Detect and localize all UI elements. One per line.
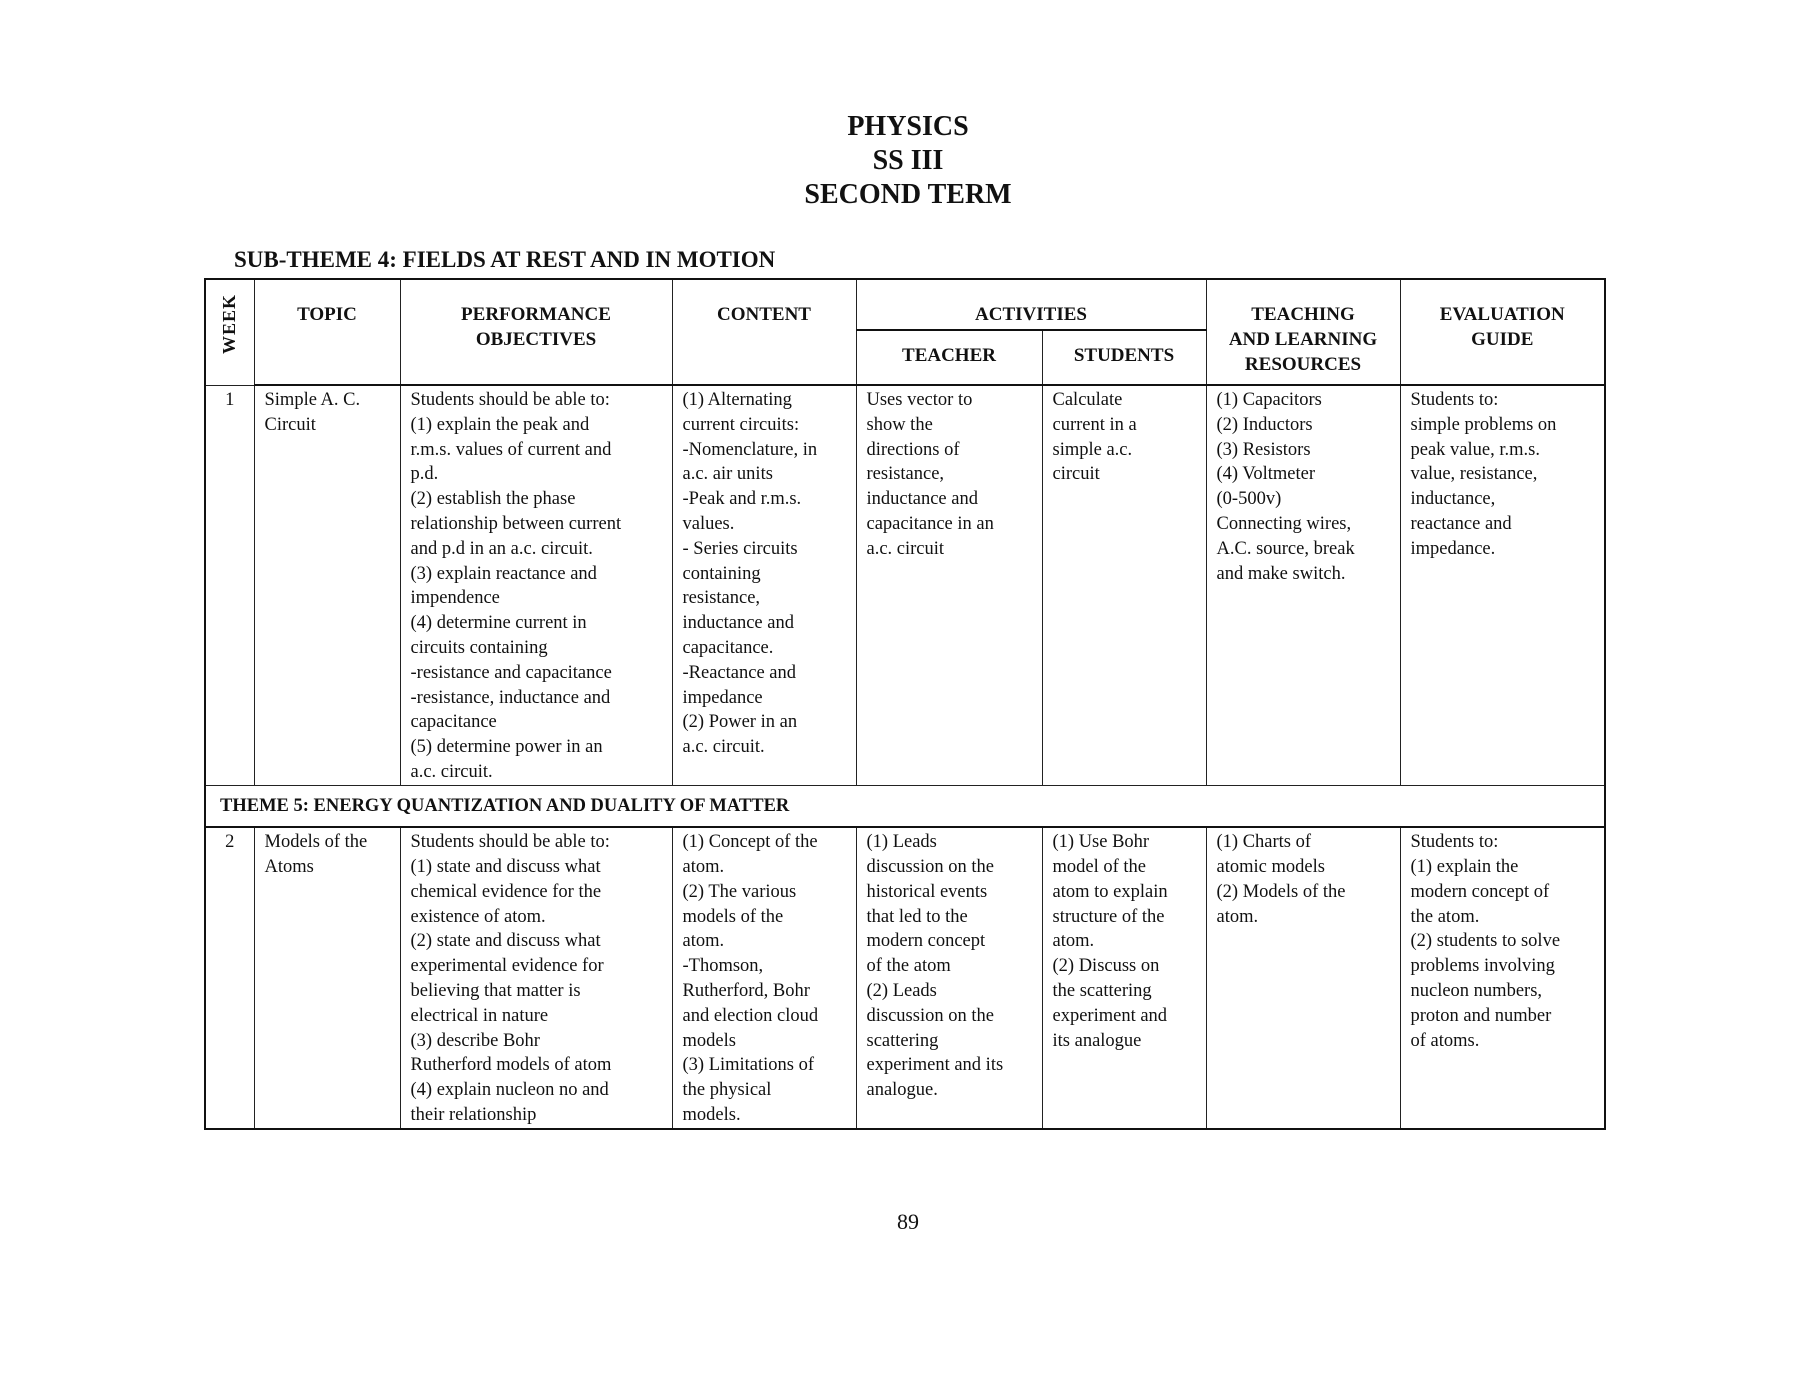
theme-heading: THEME 5: ENERGY QUANTIZATION AND DUALITY OF MATTER <box>205 785 1605 827</box>
content-cell: (1) Alternating current circuits: -Nomenclature, in a.c. air units -Peak and r.m.s. values. - Series circuits containing resistance, inductance and capacitance. -Reactance and impedance (2) Power in an a.c. circuit. <box>672 385 856 785</box>
header-teacher: TEACHER <box>856 330 1042 385</box>
document-title: PHYSICS <box>847 111 969 142</box>
scheme-of-work-table <box>204 278 1606 1130</box>
week-cell: 2 <box>205 827 254 1129</box>
teacher-activity-cell: (1) Leads discussion on the historical events that led to the modern concept of the atom (2) Leads discussion on the scattering experiment and its analogue. <box>856 827 1042 1129</box>
header-evaluation: EVALUATION GUIDE <box>1400 279 1605 385</box>
resources-cell: (1) Charts of atomic models (2) Models of the atom. <box>1206 827 1400 1129</box>
header-topic: TOPIC <box>254 279 400 385</box>
topic-cell: Simple A. C. Circuit <box>254 385 400 785</box>
objectives-cell: Students should be able to: (1) state and discuss what chemical evidence for the existence of atom. (2) state and discuss what experimental evidence for believing that matter is electrical in nature (3) describe Bohr Rutherford models of atom (4) explain nucleon no and their relationship <box>400 827 672 1129</box>
header-content: CONTENT <box>672 279 856 385</box>
sub-theme-heading: SUB-THEME 4: FIELDS AT REST AND IN MOTION <box>234 247 776 272</box>
term-heading: SECOND TERM <box>804 179 1012 210</box>
topic-cell: Models of the Atoms <box>254 827 400 1129</box>
header-activities: ACTIVITIES <box>856 279 1206 330</box>
evaluation-cell: Students to: simple problems on peak value, r.m.s. value, resistance, inductance, reactance and impedance. <box>1400 385 1605 785</box>
header-resources: TEACHING AND LEARNING RESOURCES <box>1206 279 1400 385</box>
resources-cell: (1) Capacitors (2) Inductors (3) Resistors (4) Voltmeter (0-500v) Connecting wires, A.C. source, break and make switch. <box>1206 385 1400 785</box>
content-cell: (1) Concept of the atom. (2) The various models of the atom. -Thomson, Rutherford, Bohr and election cloud models (3) Limitations of the physical models. <box>672 827 856 1129</box>
header-week: WEEK <box>205 279 254 385</box>
header-students: STUDENTS <box>1042 330 1206 385</box>
class-level: SS III <box>872 145 944 176</box>
objectives-cell: Students should be able to: (1) explain the peak and r.m.s. values of current and p.d. (2) establish the phase relationship between current and p.d in an a.c. circuit. (3) explain reactance and impendence (4) determine current in circuits containing -resistance and capacitance -resistance, inductance and capacitance (5) determine power in an a.c. circuit. <box>400 385 672 785</box>
table-row <box>205 827 1605 1129</box>
page-number: 89 <box>897 1209 919 1234</box>
teacher-activity-cell: Uses vector to show the directions of resistance, inductance and capacitance in an a.c. circuit <box>856 385 1042 785</box>
header-objectives: PERFORMANCE OBJECTIVES <box>400 279 672 385</box>
students-activity-cell: (1) Use Bohr model of the atom to explain structure of the atom. (2) Discuss on the scattering experiment and its analogue <box>1042 827 1206 1129</box>
theme-row <box>205 785 1605 827</box>
table-row <box>205 385 1605 785</box>
header-row <box>205 279 1605 330</box>
week-cell: 1 <box>205 385 254 785</box>
evaluation-cell: Students to: (1) explain the modern concept of the atom. (2) students to solve problems involving nucleon numbers, proton and number of atoms. <box>1400 827 1605 1129</box>
students-activity-cell: Calculate current in a simple a.c. circuit <box>1042 385 1206 785</box>
